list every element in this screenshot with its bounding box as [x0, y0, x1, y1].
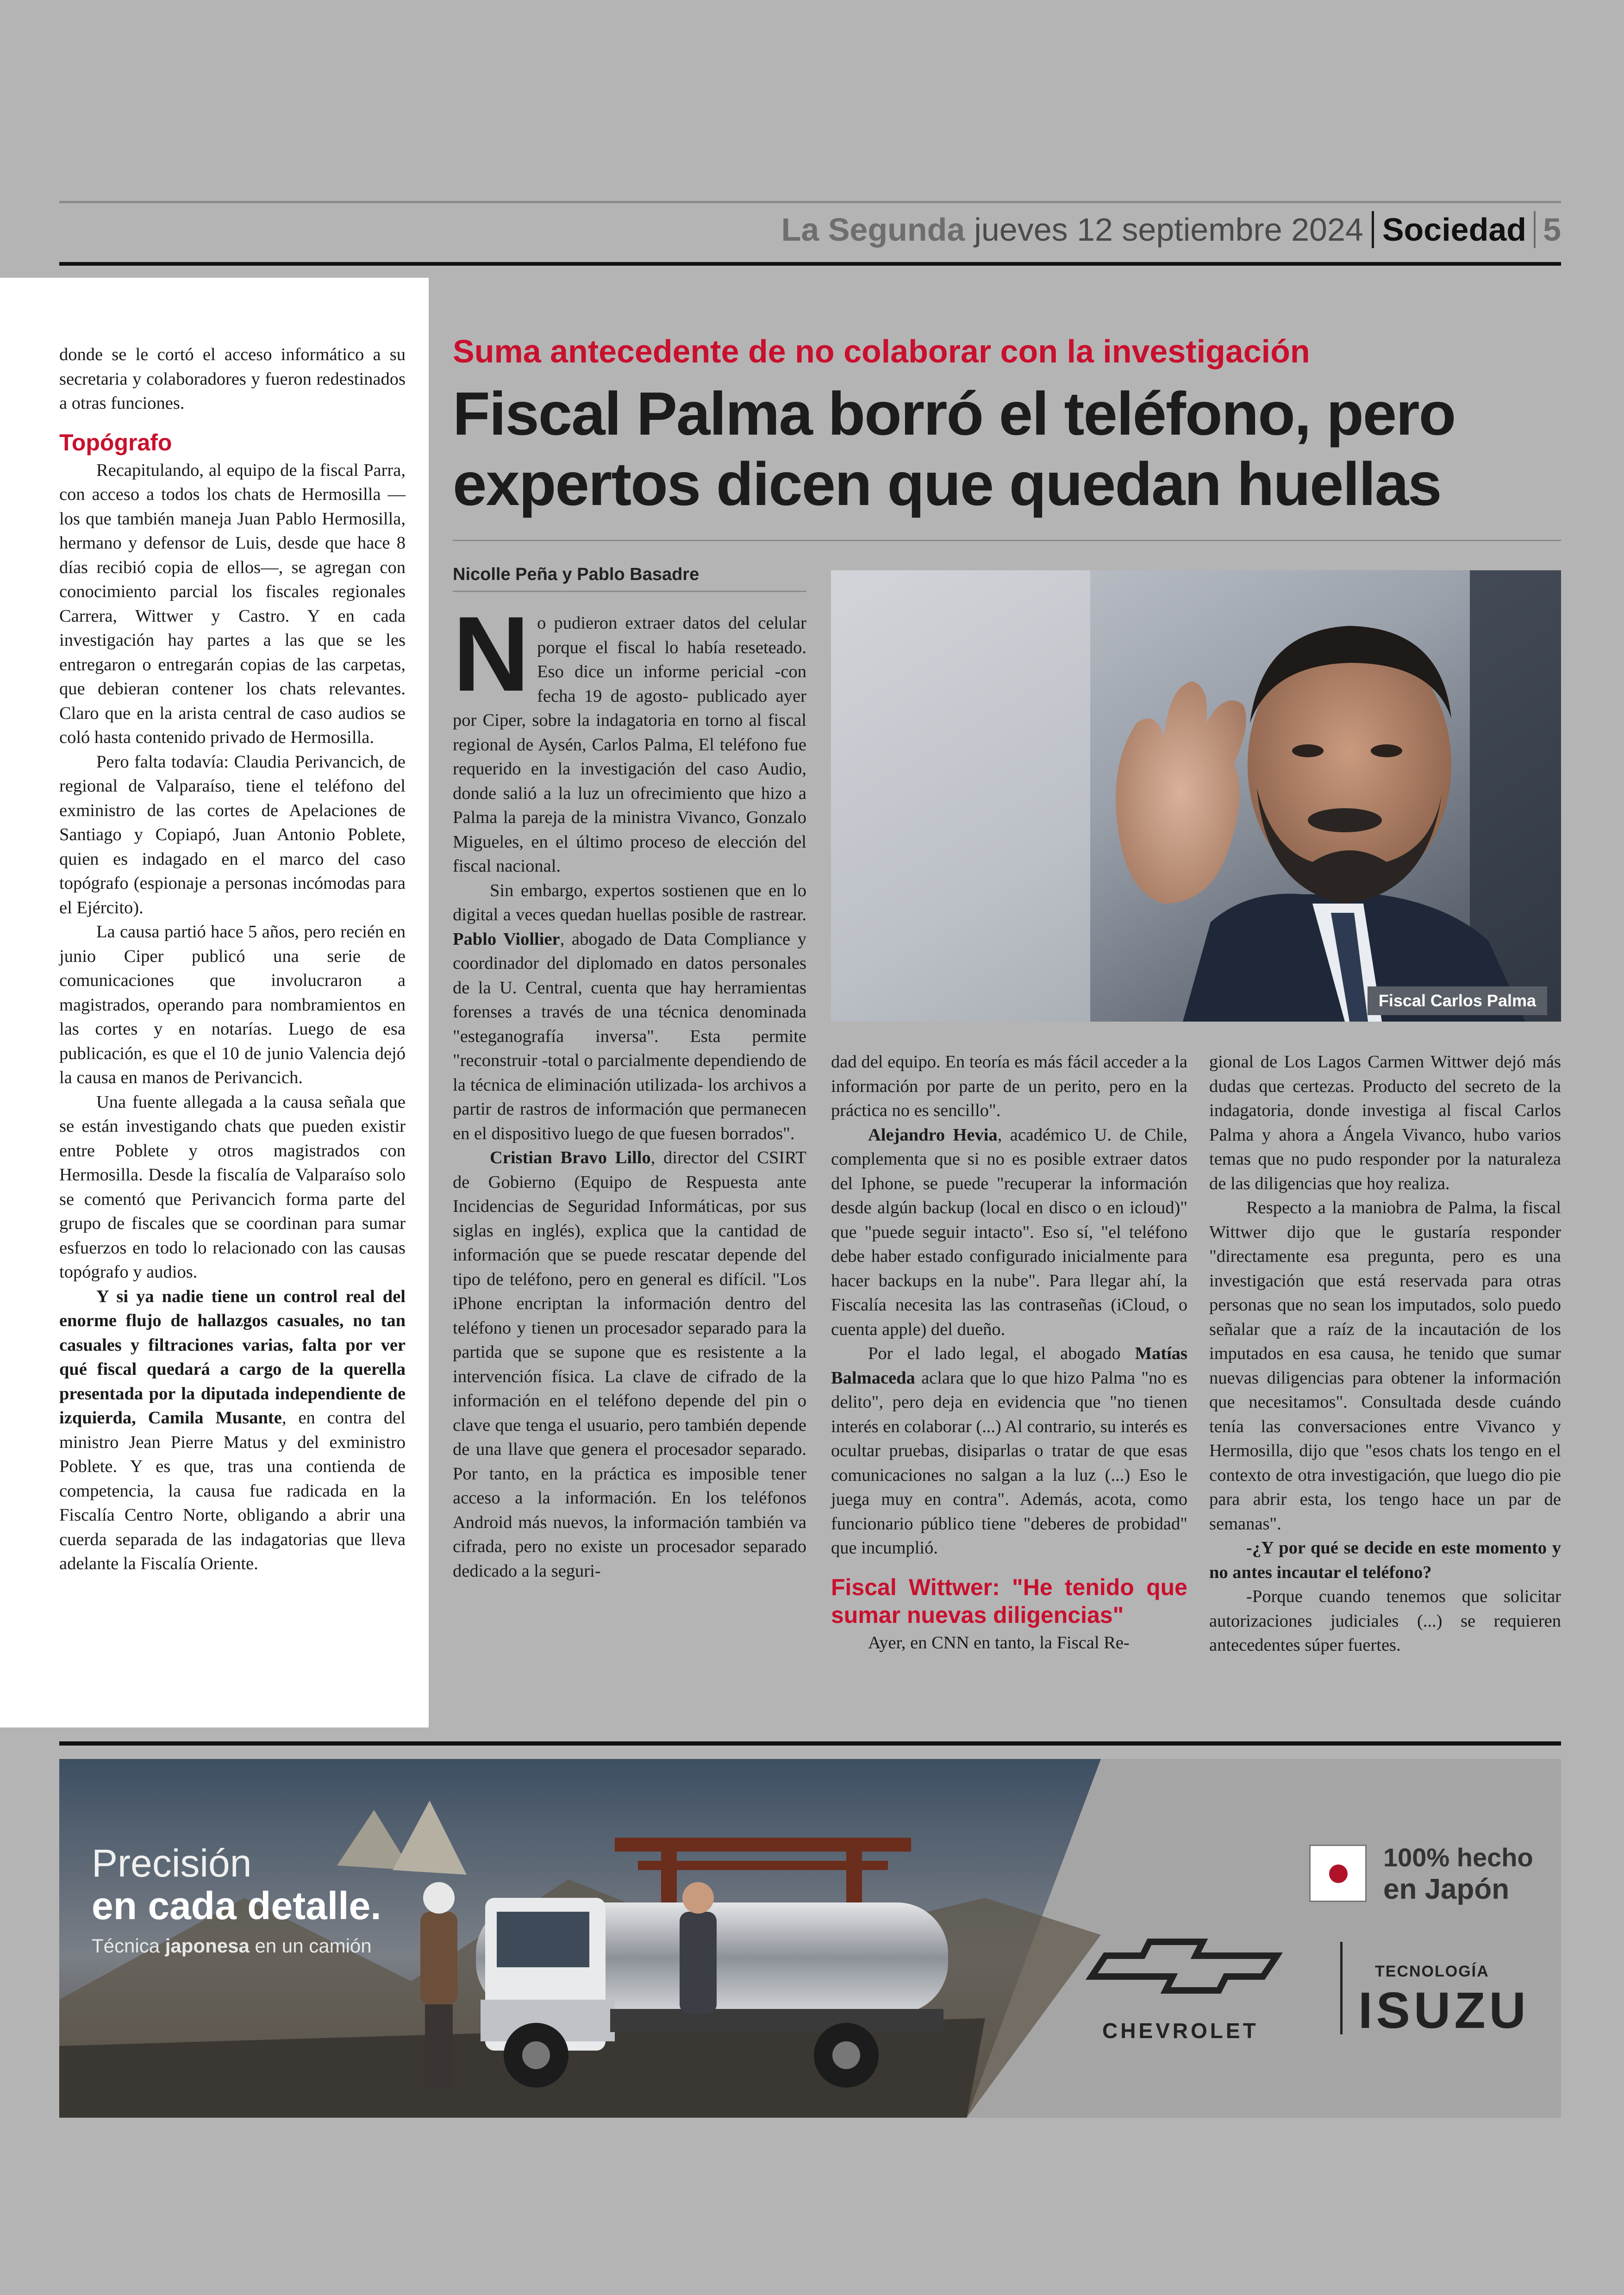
paragraph [453, 1146, 806, 1583]
paragraph [59, 1285, 406, 1576]
bold-lead: Y si ya nadie tiene un control real del enorme flujo de hallazgos casuales, no tan casuales y filtraciones varias, falta por ver qué fiscal quedará a cargo de la querella presentada por la diputada independiente de izquierda, Camila Musante [59, 1286, 406, 1428]
paragraph: Ayer, en CNN en tanto, la Fiscal Re- [868, 1633, 1130, 1653]
column-4 [1209, 1050, 1561, 1658]
ad-headline-2: en cada detalle. [92, 1884, 381, 1927]
japan-claim-2: en Japón [1383, 1873, 1510, 1905]
paragraph-text: o pudieron extraer datos del celular porque el fiscal lo había reseteado. Eso dice un informe pericial -con fecha 19 de agosto- publicado ayer por Ciper, sobre la indagatoria en torno al fiscal regional de Aysén, Carlos Palma, El teléfono fue requerido en la investigación del caso Audio, donde salió a la luz un ofrecimiento que hizo a Palma la pareja de la ministra Vivanco, Gonzalo Migueles, en el último proceso de elección del fiscal nacional. [453, 613, 806, 876]
article-photo [831, 570, 1561, 1022]
page-header [781, 206, 1561, 253]
article-kicker: Suma antecedente de no colaborar con la investigación [453, 333, 1310, 369]
isuzu-tech-label: TECNOLOGÍA [1375, 1963, 1489, 1980]
byline: Nicolle Peña y Pablo Basadre [453, 565, 700, 584]
issue-date: jueves 12 septiembre 2024 [974, 212, 1363, 248]
drop-cap: N [453, 594, 530, 713]
bottom-rule [59, 1741, 1561, 1746]
byline-rule [453, 591, 806, 592]
expert-name: Pablo Viollier [453, 929, 560, 949]
header-rule [59, 262, 1561, 266]
paragraph-text: Sin embargo, expertos sostienen que en lo digital a veces quedan huellas posible de rastrear. [453, 880, 806, 924]
expert-name: Matías Balmaceda [831, 1344, 1187, 1388]
header-divider [1372, 211, 1374, 248]
header-divider-2 [1534, 211, 1536, 248]
ad-headline-1: Precisión [92, 1841, 252, 1885]
ad-tagline [92, 1935, 372, 1957]
column-3 [831, 1050, 1187, 1655]
isuzu-logo: ISUZU [1358, 1982, 1530, 2039]
paragraph-text: , académico U. de Chile, complementa que si no es posible extraer datos del Iphone, se puede "recuperar la información desde algún backup (local en disco o en icloud)" que "puede seguir intacto". Eso sí, "el teléfono debe haber estado configurado inicialmente para hacer backups en la nube". Para llegar ahí, la Fiscalía necesita las las contraseñas (iCloud, o cuenta apple) del dueño. [831, 1125, 1187, 1339]
subheading-topografo: Topógrafo [59, 429, 172, 455]
ad-tagline-text: Técnica [92, 1935, 165, 1957]
paragraph: gional de Los Lagos Carmen Wittwer dejó más dudas que certezas. Producto del secreto de la indagatoria, donde investiga al fiscal Carlos Palma y ahora a Ángela Vivanco, hubo varios temas que no pudo responder por la naturaleza de las diligencias que hoy realiza. [1209, 1052, 1561, 1193]
paragraph: donde se le cortó el acceso informático a su secretaria y colaboradores y fueron redestinados a otras funciones. [59, 345, 406, 413]
paragraph [831, 1341, 1187, 1560]
expert-name: Alejandro Hevia [868, 1125, 998, 1145]
photo-illustration [831, 570, 1561, 1022]
advertisement-banner [59, 1759, 1561, 2118]
section-name: Sociedad [1382, 212, 1527, 248]
article-headline: Fiscal Palma borró el teléfono, pero expertos dicen que quedan huellas [453, 380, 1455, 518]
paragraph-text: , en contra del ministro Jean Pierre Matus y del exministro Poblete. Y es que, tras una contienda de competencia, la causa fue radicada en la Fiscalía Centro Norte, obligando a abrir una cuerda separada de las indagatorias que lleva adelante la Fiscalía Oriente. [59, 1408, 406, 1573]
flag-circle [1329, 1865, 1348, 1883]
paragraph-text: , abogado de Data Compliance y coordinador del diplomado en datos personales de la U. Central, cuenta que hay herramientas forenses a través de una técnica denominada "esteganografía inversa". Esta permite "reconstruir -total o parcialmente dependiendo de la técnica de eliminación utilizada- los archivos a partir de rastros de información que permanecen en el dispositivo luego de que fuesen borrados". [453, 929, 806, 1143]
japan-flag-icon [1309, 1845, 1367, 1902]
column-2 [453, 594, 806, 1583]
logo-divider [1340, 1942, 1343, 2034]
page-number: 5 [1543, 212, 1561, 248]
question-text: -¿Y por qué se decide en este momento y no antes incautar el teléfono? [1209, 1538, 1561, 1582]
column-continuation [59, 343, 406, 1576]
top-rule [59, 201, 1561, 203]
paragraph: Respecto a la maniobra de Palma, la fiscal Wittwer dijo que le gustaría responder "directamente esa pregunta, pero es una investigación que está reservada para otras personas que no sean los imputados, solo puedo señalar que a raíz de la incautación de los imputados en esa causa, he tenido que sumar nuevas diligencias para obtener la información que necesitamos". Consultada desde cuándo tenía las conversaciones entre Vivanco y Hermosilla, dijo que "esos chats los tengo en el contexto de otra investigación, que luego dio pie para abrir esta, los tengo hace un par de semanas". [1209, 1198, 1561, 1534]
paragraph: Una fuente allegada a la causa señala que se están investigando chats que pueden existir entre Poblete y otros magistrados con Hermosilla. Desde la fiscalía de Valparaíso solo se comentó que Perivancich forma parte del grupo de fiscales que se coordinan para sumar esfuerzos en todo lo relacionado con las causas topógrafo y audios. [59, 1092, 406, 1282]
subheading-wittwer: Fiscal Wittwer: "He tenido que sumar nuevas diligencias" [831, 1574, 1187, 1628]
interview-question [1209, 1536, 1561, 1584]
paragraph-text: , director del CSIRT de Gobierno (Equipo de Respuesta ante Incidencias de Seguridad Informáticas, por sus siglas en inglés), explica que la cantidad de información que se puede rescatar depende del tipo de teléfono, pero en general es difícil. "Los iPhone encriptan la información dentro del teléfono y tienen un procesador separado para la partida que se supone que es resistente a la intervención física. La clave de cifrado de la información en el teléfono depende del pin o clave que tenga el usuario, pero también depende de una llave que genera el procesador separado. Por tanto, en la práctica es imposible tener acceso a la información. En los teléfonos Android más nuevos, la información también va cifrada, pero no existe un procesador separado dedicado a la seguri- [453, 1148, 806, 1581]
paragraph-text: Por el lado legal, el abogado [868, 1344, 1135, 1363]
paragraph [831, 1123, 1187, 1342]
japan-claim-1: 100% hecho [1383, 1843, 1533, 1872]
paragraph: -Porque cuando tenemos que solicitar autorizaciones judiciales (...) se requieren antecedentes súper fuertes. [1209, 1587, 1561, 1655]
headline-rule [453, 540, 1561, 541]
ad-tagline-bold: japonesa [165, 1935, 250, 1957]
paragraph: Recapitulando, al equipo de la fiscal Parra, con acceso a todos los chats de Hermosilla —los que también maneja Juan Pablo Hermosilla, hermano y defensor de Luis, desde que hace 8 días recibió copia de ellos—, se agregan con conocimiento parcial los fiscales regionales Carrera, Wittwer y Castro. Y en cada investigación hay partes a las que se les entregaron o entregarán copias de las carpetas, que debieran contener los chats relevantes. Claro que en la arista central de caso audios se coló hasta contenido privado de Hermosilla. [59, 460, 406, 747]
lead-paragraph [453, 594, 806, 879]
paragraph: Pero falta todavía: Claudia Perivancich, de regional de Valparaíso, tiene el teléfono del exministro de las cortes de Apelaciones de Santiago y Copiapó, Juan Antonio Poblete, quien es indagado en el marco del caso topógrafo (espionaje a personas incómodas para el Ejército). [59, 752, 406, 917]
paragraph: dad del equipo. En teoría es más fácil acceder a la información por parte de un perito, pero en la práctica no es sencillo". [831, 1052, 1187, 1120]
paragraph [453, 879, 806, 1146]
ad-tagline-text-2: en un camión [249, 1935, 372, 1957]
paragraph-text: aclara que lo que hizo Palma "no es delito", pero deja en evidencia que "no tienen interés en colaborar (...) Al contrario, su interés es ocultar pruebas, disiparlas o tratar de que esas comunicaciones no salgan a la luz (...) Eso le juega muy en contra". Además, acota, como funcionario público tiene "deberes de probidad" que incumplió. [831, 1368, 1187, 1558]
publication-name: La Segunda [781, 212, 965, 248]
expert-name: Cristian Bravo Lillo [490, 1148, 651, 1167]
chevrolet-logo: CHEVROLET [1102, 2019, 1259, 2043]
photo-caption: Fiscal Carlos Palma [1368, 986, 1547, 1015]
paragraph: La causa partió hace 5 años, pero recién en junio Ciper publicó una serie de comunicaciones que involucraron a magistrados, operando para nombramientos en las cortes y en notarías. Luego de esa publicación, es que el 10 de junio Valencia dejó la causa en manos de Perivancich. [59, 922, 406, 1087]
